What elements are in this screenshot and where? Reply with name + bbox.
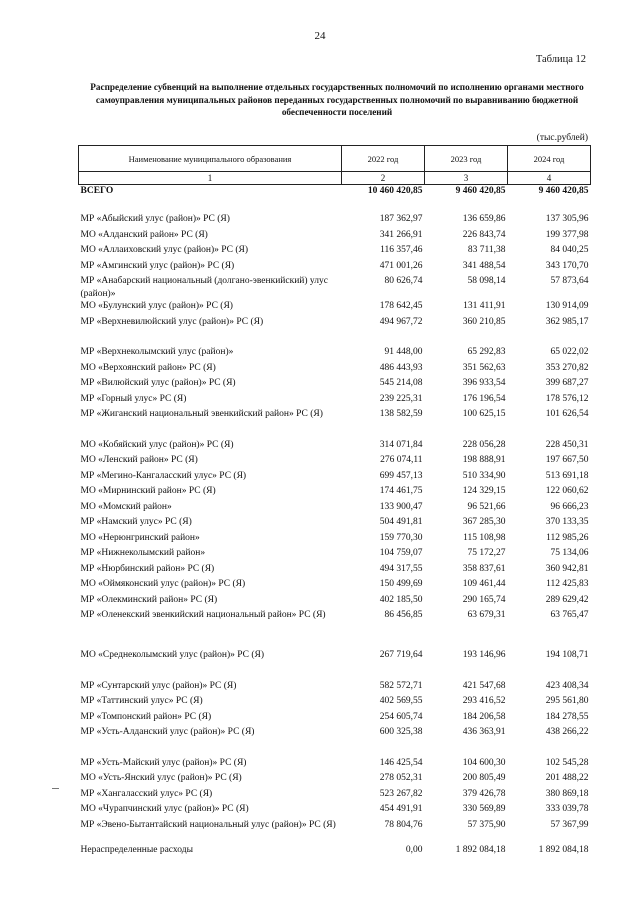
table-row (79, 485, 591, 501)
spacer-row (79, 742, 591, 757)
header-2024: 2024 год (508, 146, 591, 172)
table-row (79, 516, 591, 532)
column-number-row (79, 172, 591, 185)
table-row (79, 377, 591, 393)
row-2022: 86 456,85 (384, 610, 423, 621)
document-title: Распределение субвенций на выполнение отдельных государственных полномочий по исполнению органами местного самоуправления муниципальных районов переданных государственных полномочий по выравниванию бюджетной обеспеченности поселений (90, 82, 584, 117)
table-row (79, 578, 591, 594)
row-2022: 133 900,47 (379, 501, 423, 512)
row-2024: 101 626,54 (545, 409, 589, 420)
table-row (79, 609, 591, 634)
row-2024: 353 270,82 (545, 362, 589, 373)
row-2024: 122 060,62 (545, 486, 589, 497)
margin-mark (52, 788, 59, 789)
spacer-row (79, 198, 591, 213)
table-row (79, 300, 591, 316)
table-row (79, 229, 591, 245)
row-2024: 75 134,06 (550, 548, 589, 559)
row-2023: 57 375,90 (467, 819, 506, 830)
row-2024: 289 629,42 (545, 594, 589, 605)
table-row (79, 680, 591, 696)
row-name: Нераспределенные расходы (80, 844, 193, 855)
table-row (79, 454, 591, 470)
row-2024: 63 765,47 (550, 610, 589, 621)
row-name: МО «Ленский район» РС (Я) (80, 455, 198, 466)
row-name: МР «Нюрбинский район» РС (Я) (80, 563, 215, 574)
row-2022: 454 491,91 (379, 804, 423, 815)
row-2023: 293 416,52 (462, 696, 506, 707)
spacer-row (79, 331, 591, 346)
table-row (79, 547, 591, 563)
row-2024: 130 914,09 (545, 301, 589, 312)
row-2023: 131 411,91 (463, 301, 506, 312)
spacer-row (79, 665, 591, 680)
row-2023: 351 562,63 (462, 362, 506, 373)
row-2022: 78 804,76 (384, 819, 423, 830)
row-2022: 146 425,54 (379, 757, 423, 768)
row-2023: 358 837,61 (462, 563, 506, 574)
row-2022: 341 266,91 (379, 229, 423, 240)
row-name: МР «Хангаласский улус» РС (Я) (80, 788, 213, 799)
row-2024: 57 873,64 (550, 276, 589, 287)
row-2024: 343 170,70 (545, 260, 589, 271)
table-row (79, 649, 591, 665)
row-2023: 228 056,28 (462, 439, 506, 450)
row-2023: 176 196,54 (462, 393, 506, 404)
table-row (79, 772, 591, 788)
row-2024: 102 545,28 (545, 757, 589, 768)
row-name: МР «Анабарский национальный (долгано-эвенкийский) улус (район)» (80, 276, 328, 299)
row-2024: 399 687,27 (545, 378, 589, 389)
row-2023: 341 488,54 (462, 260, 506, 271)
col-number-3: 3 (425, 172, 508, 185)
row-2024: 178 576,12 (545, 393, 589, 404)
row-name: МО «Усть-Янский улус (район)» РС (Я) (80, 773, 242, 784)
row-name: МР «Абыйский улус (район)» РС (Я) (80, 214, 230, 225)
row-2022: 150 499,69 (379, 579, 423, 590)
row-2022: 486 443,93 (379, 362, 423, 373)
table-row (79, 532, 591, 548)
row-2022: 471 001,26 (379, 260, 423, 271)
row-2022: 239 225,31 (379, 393, 423, 404)
row-2024: 65 022,02 (550, 347, 589, 358)
total-2023: 9 460 420,85 (455, 186, 506, 197)
row-name: МО «Момский район» (80, 501, 172, 512)
row-2024: 228 450,31 (545, 439, 589, 450)
row-2022: 0,00 (405, 844, 423, 855)
row-name: МР «Усть-Алданский улус (район)» РС (Я) (80, 727, 255, 738)
col-number-2: 2 (342, 172, 425, 185)
row-2024: 423 408,34 (545, 680, 589, 691)
row-2024: 295 561,80 (545, 696, 589, 707)
row-name: МР «Томпонский район» РС (Я) (80, 711, 212, 722)
row-name: МР «Эвено-Бытантайский национальный улус (район)» РС (Я) (80, 819, 336, 830)
table-row (79, 244, 591, 260)
row-name: МР «Верхнеколымский улус (район)» (80, 347, 234, 358)
row-2023: 510 334,90 (462, 470, 506, 481)
row-2023: 96 521,66 (467, 501, 506, 512)
row-2022: 138 582,59 (379, 409, 423, 420)
row-2024: 194 108,71 (545, 650, 589, 661)
row-2024: 1 892 084,18 (538, 844, 589, 855)
row-name: МО «Алданский район» РС (Я) (80, 229, 208, 240)
table-row (79, 695, 591, 711)
row-2024: 438 266,22 (545, 727, 589, 738)
col-number-1: 1 (79, 172, 342, 185)
header-row (79, 146, 591, 172)
row-2022: 159 770,30 (379, 532, 423, 543)
row-name: МР «Таттинский улус» РС (Я) (80, 696, 203, 707)
row-2022: 178 642,45 (379, 301, 423, 312)
table-row (79, 726, 591, 742)
row-2024: 380 869,18 (545, 788, 589, 799)
row-2023: 198 888,91 (462, 455, 506, 466)
row-2024: 513 691,18 (545, 470, 589, 481)
table-row (79, 563, 591, 579)
table-row (79, 788, 591, 804)
col-number-4: 4 (508, 172, 591, 185)
row-2023: 100 625,15 (462, 409, 506, 420)
row-name: МР «Сунтарский улус (район)» РС (Я) (80, 680, 237, 691)
row-name: МО «Оймяконский улус (район)» РС (Я) (80, 579, 246, 590)
row-2023: 184 206,58 (462, 711, 506, 722)
row-2022: 104 759,07 (379, 548, 423, 559)
row-2022: 582 572,71 (379, 680, 423, 691)
row-2024: 112 985,26 (546, 532, 589, 543)
row-2024: 184 278,55 (545, 711, 589, 722)
row-2024: 137 305,96 (545, 214, 589, 225)
table-row (79, 470, 591, 486)
row-name: МО «Булунский улус (район)» РС (Я) (80, 301, 233, 312)
total-2024: 9 460 420,85 (538, 186, 589, 197)
row-2022: 600 325,38 (379, 727, 423, 738)
table-label: Таблица 12 (535, 54, 586, 65)
table-row (79, 275, 591, 300)
subsidy-table-container (78, 145, 590, 859)
total-name: ВСЕГО (80, 186, 114, 197)
row-2022: 402 569,55 (379, 696, 423, 707)
table-row (79, 439, 591, 455)
table-row (79, 408, 591, 424)
row-2023: 226 843,74 (462, 229, 506, 240)
row-2023: 109 461,44 (462, 579, 506, 590)
page-number: 24 (314, 30, 326, 42)
row-2022: 278 052,31 (379, 773, 423, 784)
row-name: МО «Мирнинский район» РС (Я) (80, 486, 216, 497)
table-row (79, 803, 591, 819)
row-2023: 115 108,98 (463, 532, 506, 543)
row-name: МР «Горный улус» РС (Я) (80, 393, 187, 404)
row-name: МР «Оленекский эвенкийский национальный район» РС (Я) (80, 610, 326, 621)
total-2022: 10 460 420,85 (367, 186, 423, 197)
header-2022: 2022 год (342, 146, 425, 172)
row-2022: 116 357,46 (380, 245, 423, 256)
row-2023: 65 292,83 (467, 347, 506, 358)
row-name: МО «Аллаиховский улус (район)» РС (Я) (80, 245, 249, 256)
table-row (79, 213, 591, 229)
table-row (79, 260, 591, 276)
table-row (79, 316, 591, 332)
table-row (79, 501, 591, 517)
table-row (79, 393, 591, 409)
row-name: МР «Мегино-Кангаласский улус» РС (Я) (80, 470, 247, 481)
row-2022: 402 185,50 (379, 594, 423, 605)
total-row (79, 185, 591, 199)
table-row (79, 346, 591, 362)
row-2023: 396 933,54 (462, 378, 506, 389)
subsidy-table (78, 145, 591, 859)
row-2022: 254 605,74 (379, 711, 423, 722)
row-2023: 193 146,96 (462, 650, 506, 661)
row-2022: 80 626,74 (384, 276, 423, 287)
row-2022: 699 457,13 (379, 470, 423, 481)
table-row (79, 711, 591, 727)
row-name: МО «Чурапчинский улус (район)» РС (Я) (80, 804, 249, 815)
row-2022: 523 267,82 (379, 788, 423, 799)
row-name: МР «Верхневилюйский улус (район)» РС (Я) (80, 316, 264, 327)
row-2024: 96 666,23 (550, 501, 589, 512)
table-row (79, 844, 591, 860)
header-name: Наименование муниципального образования (79, 146, 342, 172)
table-row (79, 757, 591, 773)
row-name: МР «Усть-Майский улус (район)» РС (Я) (80, 757, 247, 768)
row-name: МР «Жиганский национальный эвенкийский район» РС (Я) (80, 409, 323, 420)
row-2024: 112 425,83 (546, 579, 589, 590)
row-name: МО «Нерюнгринский район» (80, 532, 200, 543)
row-2024: 57 367,99 (550, 819, 589, 830)
spacer-row (79, 634, 591, 649)
row-name: МР «Намский улус» РС (Я) (80, 517, 192, 528)
row-2024: 84 040,25 (550, 245, 589, 256)
row-2023: 63 679,31 (467, 610, 506, 621)
row-2022: 174 461,75 (379, 486, 423, 497)
row-2022: 494 967,72 (379, 316, 423, 327)
row-name: МР «Нижнеколымский район» (80, 548, 206, 559)
row-2023: 367 285,30 (462, 517, 506, 528)
row-2023: 136 659,86 (462, 214, 506, 225)
row-2022: 276 074,11 (380, 455, 423, 466)
row-name: МР «Олекминский район» РС (Я) (80, 594, 218, 605)
header-2023: 2023 год (425, 146, 508, 172)
row-2024: 333 039,78 (545, 804, 589, 815)
row-2022: 91 448,00 (384, 347, 423, 358)
row-2023: 290 165,74 (462, 594, 506, 605)
row-name: МР «Вилюйский улус (район)» РС (Я) (80, 378, 236, 389)
row-2023: 58 098,14 (467, 276, 506, 287)
row-2022: 314 071,84 (379, 439, 423, 450)
row-2023: 75 172,27 (467, 548, 506, 559)
row-name: МО «Кобяйский улус (район)» РС (Я) (80, 439, 234, 450)
table-row (79, 594, 591, 610)
row-2023: 104 600,30 (462, 757, 506, 768)
row-2023: 360 210,85 (462, 316, 506, 327)
row-name: МР «Амгинский улус (район)» РС (Я) (80, 260, 235, 271)
row-2024: 201 488,22 (545, 773, 589, 784)
row-2023: 330 569,89 (462, 804, 506, 815)
table-body (79, 185, 591, 860)
row-2024: 360 942,81 (545, 563, 589, 574)
row-2023: 421 547,68 (462, 680, 506, 691)
table-row (79, 362, 591, 378)
row-2023: 436 363,91 (462, 727, 506, 738)
row-2023: 1 892 084,18 (455, 844, 506, 855)
row-2023: 200 805,49 (462, 773, 506, 784)
row-2024: 199 377,98 (545, 229, 589, 240)
row-2023: 379 426,78 (462, 788, 506, 799)
row-2024: 362 985,17 (545, 316, 589, 327)
row-2023: 83 711,38 (467, 245, 506, 256)
row-2023: 124 329,15 (462, 486, 506, 497)
row-2024: 197 667,50 (545, 455, 589, 466)
units-label: (тыс.рублей) (536, 133, 588, 143)
spacer-row (79, 424, 591, 439)
row-name: МО «Среднеколымский улус (район)» РС (Я) (80, 650, 265, 661)
table-row (79, 819, 591, 844)
row-2022: 504 491,81 (379, 517, 423, 528)
row-name: МО «Верхоянский район» РС (Я) (80, 362, 216, 373)
row-2022: 187 362,97 (379, 214, 423, 225)
row-2022: 267 719,64 (379, 650, 423, 661)
row-2022: 545 214,08 (379, 378, 423, 389)
row-2022: 494 317,55 (379, 563, 423, 574)
row-2024: 370 133,35 (545, 517, 589, 528)
